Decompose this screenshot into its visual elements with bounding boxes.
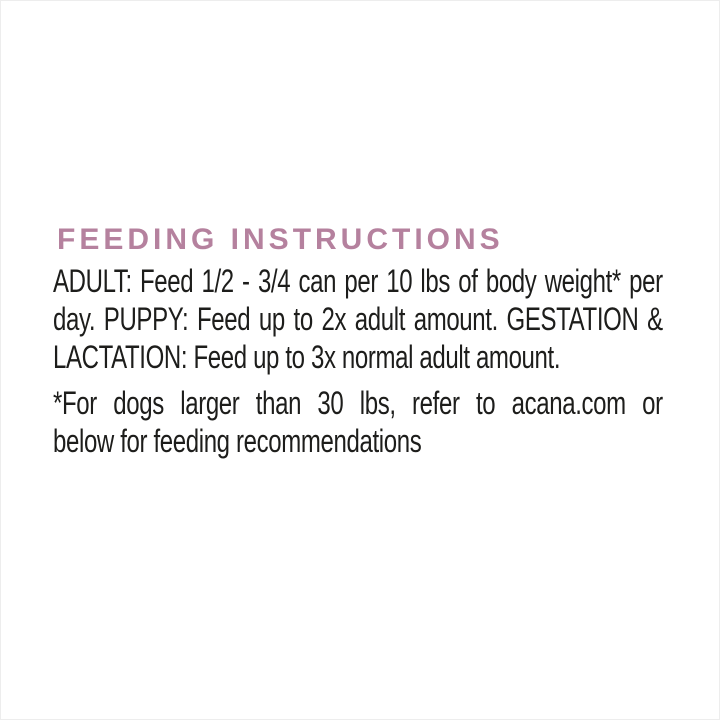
feeding-footnote-line-2: below for feeding recommendations <box>53 423 422 459</box>
feeding-footnote-line-1: *For dogs larger than 30 lbs, refer to acana.com or <box>53 385 663 421</box>
feeding-line-adult-1: ADULT: Feed 1/2 - 3/4 can per 10 lbs of body weight* per <box>53 263 663 299</box>
feeding-paragraph-adult <box>53 262 663 376</box>
feeding-footnote <box>53 384 663 460</box>
feeding-instructions-heading: FEEDING INSTRUCTIONS <box>57 223 504 256</box>
feeding-line-adult-3: LACTATION: Feed up to 3x normal adult amount. <box>53 339 561 375</box>
feeding-line-adult-2: day. PUPPY: Feed up to 2x adult amount. GESTATION & <box>53 301 663 337</box>
